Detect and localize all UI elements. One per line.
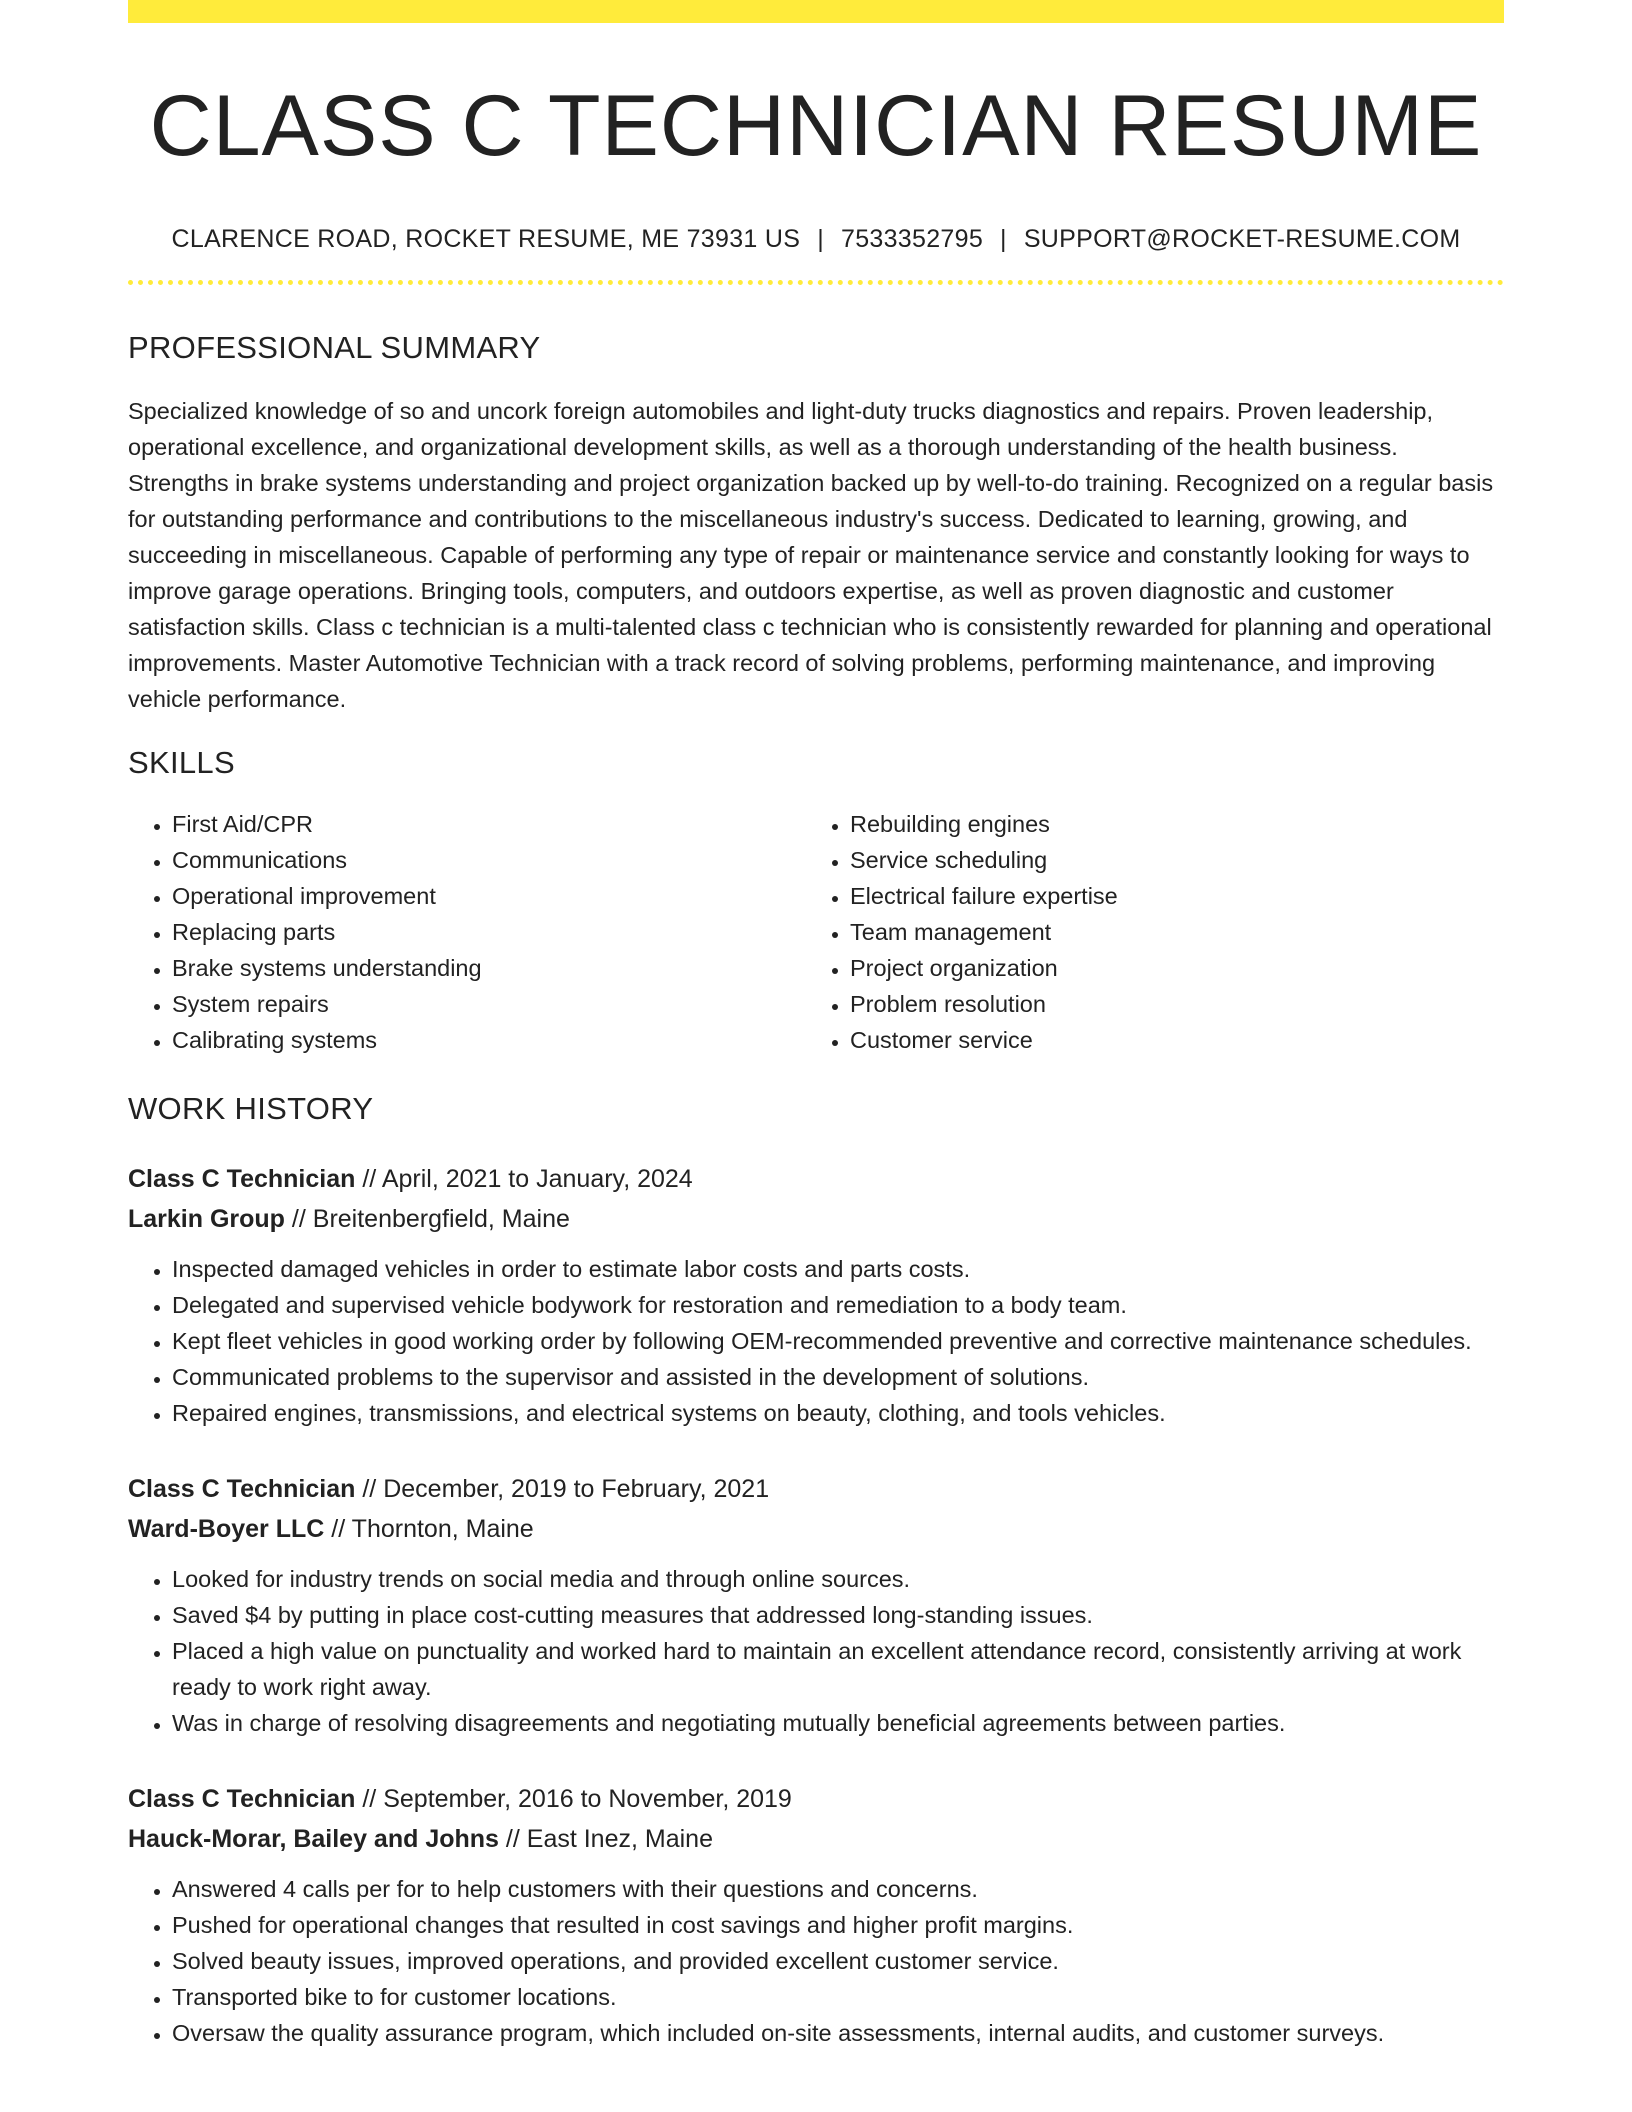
job-location: Thornton, Maine [351, 1515, 534, 1543]
job-duty: • Transported bike to for customer locations. [172, 1979, 1504, 2015]
date-separator: // [362, 1785, 377, 1813]
job-company: Hauck-Morar, Bailey and Johns [128, 1825, 499, 1853]
resume-title: CLASS C TECHNICIAN RESUME [149, 78, 1483, 174]
job-duty: • Was in charge of resolving disagreements and negotiating mutually beneficial agreements between parties. [172, 1705, 1504, 1741]
job-duty: • Looked for industry trends on social media and through online sources. [172, 1561, 1504, 1597]
skill-item: • Customer service [850, 1022, 1484, 1058]
job-duty: • Placed a high value on punctuality and worked hard to maintain an excellent attendance record, consistently arriving at work ready to work right away. [172, 1633, 1504, 1705]
job-title: Class C Technician [128, 1785, 356, 1813]
job-title-line [128, 1469, 1504, 1509]
skills-heading: SKILLS [128, 745, 235, 780]
contact-separator: | [1000, 225, 1007, 253]
job-duties [128, 1871, 1504, 2051]
job-duty: • Communicated problems to the supervisor and assisted in the development of solutions. [172, 1359, 1504, 1395]
job-duty: • Solved beauty issues, improved operations, and provided excellent customer service. [172, 1943, 1504, 1979]
summary-text: Specialized knowledge of so and uncork foreign automobiles and light-duty trucks diagnostics and repairs. Proven leadership, operational excellence, and organizational development skills, as well as a thorough understanding of the health business. Strengths in brake systems understanding and project organization backed up by well-to-do training. Recognized on a regular basis for outstanding performance and contributions to the miscellaneous industry's success. Dedicated to learning, growing, and succeeding in miscellaneous. Capable of performing any type of repair or maintenance service and constantly looking for ways to improve garage operations. Bringing tools, computers, and outdoors expertise, as well as proven diagnostic and customer satisfaction skills. Class c technician is a multi-talented class c technician who is consistently rewarded for planning and operational improvements. Master Automotive Technician with a track record of solving problems, performing maintenance, and improving vehicle performance. [128, 398, 1494, 712]
date-separator: // [362, 1475, 377, 1503]
skill-item: • Calibrating systems [172, 1022, 806, 1058]
job-dates: April, 2021 to January, 2024 [381, 1165, 693, 1193]
job-company: Larkin Group [128, 1205, 285, 1233]
skill-item: • System repairs [172, 986, 806, 1022]
job-title-line [128, 1779, 1504, 1819]
job-duty: • Saved $4 by putting in place cost-cutting measures that addressed long-standing issues. [172, 1597, 1504, 1633]
job-company-line [128, 1819, 1504, 1859]
job-dates: December, 2019 to February, 2021 [383, 1475, 770, 1503]
job-company-line [128, 1199, 1504, 1239]
contact-address: CLARENCE ROAD, ROCKET RESUME, ME 73931 US [171, 225, 801, 253]
job-title: Class C Technician [128, 1165, 356, 1193]
job-duties [128, 1561, 1504, 1741]
skill-item: • Communications [172, 842, 806, 878]
contact-separator: | [817, 225, 824, 253]
job-location: Breitenbergfield, Maine [312, 1205, 570, 1233]
skill-item: • Electrical failure expertise [850, 878, 1484, 914]
date-separator: // [362, 1165, 377, 1193]
job-dates: September, 2016 to November, 2019 [383, 1785, 792, 1813]
job-entry [128, 1159, 1504, 1431]
skill-item: • Replacing parts [172, 914, 806, 950]
skills-column-left [128, 806, 806, 1058]
skill-item: • Project organization [850, 950, 1484, 986]
skill-item: • Brake systems understanding [172, 950, 806, 986]
date-separator: // [505, 1825, 520, 1853]
skill-item: • Team management [850, 914, 1484, 950]
job-duty: • Pushed for operational changes that resulted in cost savings and higher profit margins. [172, 1907, 1504, 1943]
job-duty: • Kept fleet vehicles in good working order by following OEM-recommended preventive and corrective maintenance schedules. [172, 1323, 1504, 1359]
job-duty: • Answered 4 calls per for to help customers with their questions and concerns. [172, 1871, 1504, 1907]
job-duty: • Repaired engines, transmissions, and electrical systems on beauty, clothing, and tools vehicles. [172, 1395, 1504, 1431]
job-entry [128, 1469, 1504, 1741]
skill-item: • Service scheduling [850, 842, 1484, 878]
job-duty: • Inspected damaged vehicles in order to estimate labor costs and parts costs. [172, 1251, 1504, 1287]
contact-phone: 7533352795 [840, 225, 984, 253]
job-company-line [128, 1509, 1504, 1549]
top-accent-bar [128, 0, 1504, 23]
skill-item: • Rebuilding engines [850, 806, 1484, 842]
job-title: Class C Technician [128, 1475, 356, 1503]
job-entry [128, 1779, 1504, 2051]
date-separator: // [291, 1205, 306, 1233]
skill-item: • First Aid/CPR [172, 806, 806, 842]
skill-item: • Operational improvement [172, 878, 806, 914]
work-history-heading: WORK HISTORY [128, 1091, 374, 1126]
job-duties [128, 1251, 1504, 1431]
skills-list [128, 806, 1504, 1058]
skills-column-right [806, 806, 1484, 1058]
job-title-line [128, 1159, 1504, 1199]
job-duty: • Oversaw the quality assurance program, which included on-site assessments, internal audits, and customer surveys. [172, 2015, 1504, 2051]
date-separator: // [331, 1515, 346, 1543]
skill-item: • Problem resolution [850, 986, 1484, 1022]
job-duty: • Delegated and supervised vehicle bodywork for restoration and remediation to a body team. [172, 1287, 1504, 1323]
contact-email: SUPPORT@ROCKET-RESUME.COM [1023, 225, 1461, 253]
job-location: East Inez, Maine [526, 1825, 713, 1853]
summary-heading: PROFESSIONAL SUMMARY [128, 330, 541, 365]
contact-info [128, 225, 1504, 255]
resume-page [128, 0, 1504, 2051]
dotted-divider [128, 280, 1504, 285]
job-company: Ward-Boyer LLC [128, 1515, 325, 1543]
